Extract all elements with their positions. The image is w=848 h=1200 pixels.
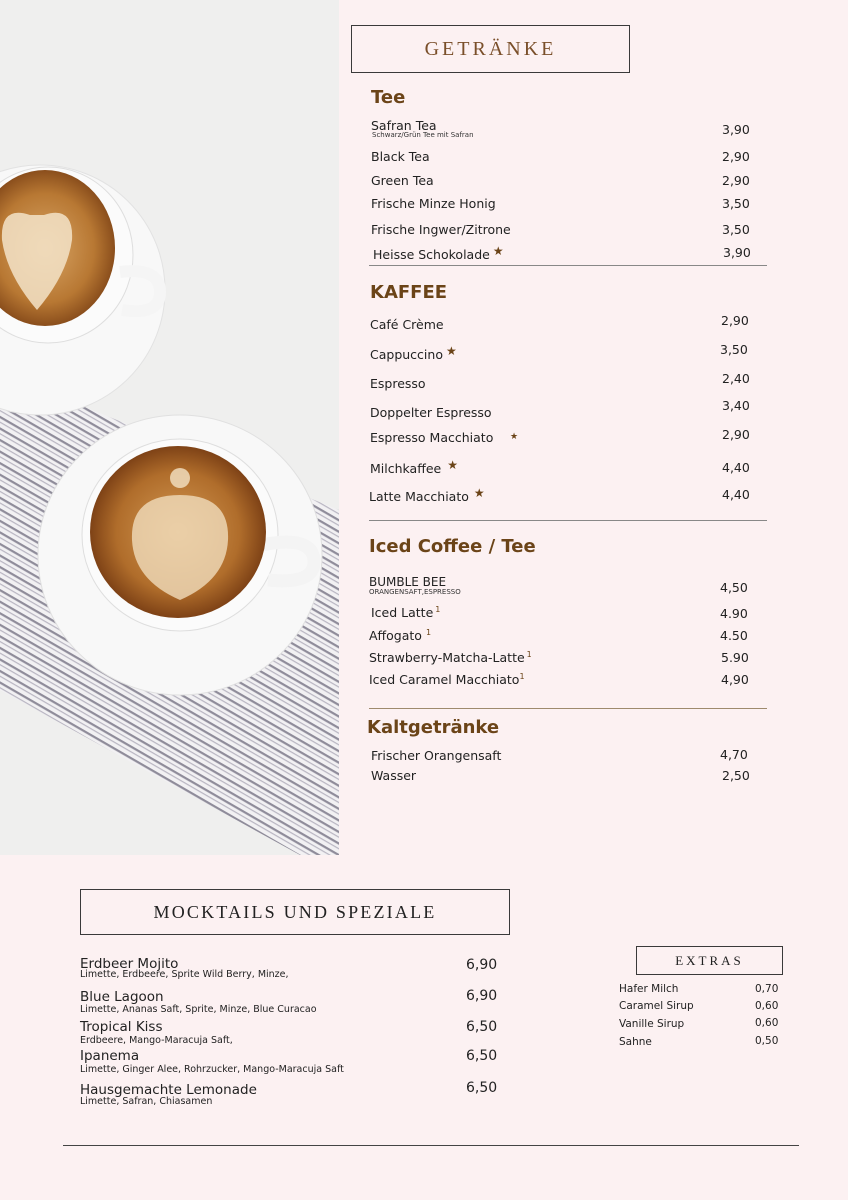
menu-item-name: Latte Macchiato <box>369 489 469 504</box>
extra-price: 0,60 <box>755 1017 779 1029</box>
divider <box>369 265 767 266</box>
mocktail-price: 6,50 <box>466 1048 498 1064</box>
menu-item-name: Frischer Orangensaft <box>371 748 502 763</box>
extra-price: 0,50 <box>755 1035 779 1047</box>
menu-item <box>370 344 457 362</box>
menu-item-price: 4.90 <box>720 606 748 621</box>
footnote-mark: 1 <box>526 650 532 659</box>
menu-item-price: 2,90 <box>722 173 750 188</box>
mocktail-name: Erdbeer Mojito <box>80 956 179 972</box>
mocktails-title: MOCKTAILS UND SPEZIALE <box>80 889 510 935</box>
footnote-mark: 1 <box>435 605 441 614</box>
menu-item-name: Frische Minze Honig <box>371 196 496 211</box>
extra-name: Sahne <box>619 1036 652 1048</box>
menu-item-name: Safran Tea <box>371 118 437 133</box>
menu-item <box>369 650 532 665</box>
footer-divider <box>63 1145 799 1146</box>
menu-item-name: BUMBLE BEE <box>369 575 447 589</box>
mocktail-price: 6,90 <box>466 988 498 1004</box>
menu-item-price: 2,90 <box>722 427 750 442</box>
menu-item-price: 5.90 <box>721 650 749 665</box>
menu-item-name: Iced Caramel Macchiato <box>369 672 520 687</box>
getraenke-title: GETRÄNKE <box>351 25 630 73</box>
menu-item <box>369 628 431 643</box>
menu-item-price: 4,40 <box>722 487 750 502</box>
menu-item-name: Doppelter Espresso <box>370 405 492 420</box>
menu-item-price: 2,50 <box>722 768 750 783</box>
menu-item-name: Cappuccino <box>370 347 443 362</box>
star-icon: ★ <box>447 458 458 472</box>
menu-item-price: 4,50 <box>720 580 748 595</box>
extra-name: Hafer Milch <box>619 983 679 995</box>
menu-item-name: Wasser <box>371 768 417 783</box>
menu-item <box>369 486 485 504</box>
footnote-mark: 1 <box>519 672 525 681</box>
star-icon: ★ <box>473 486 485 500</box>
menu-item-name: Iced Latte <box>371 605 434 620</box>
extra-name: Vanille Sirup <box>619 1018 685 1030</box>
menu-item-name: Espresso <box>370 376 426 391</box>
menu-item-price: 4,70 <box>720 747 748 762</box>
star-icon: ★ <box>510 431 519 441</box>
iced-heading: Iced Coffee / Tee <box>369 536 536 557</box>
menu-item <box>371 605 440 620</box>
menu-item-name: Affogato <box>369 628 422 643</box>
extras-title: EXTRAS <box>636 946 783 975</box>
menu-item-price: 2,90 <box>722 149 750 164</box>
menu-item-price: 3,50 <box>722 196 750 211</box>
extra-price: 0,60 <box>755 1000 779 1012</box>
menu-item-price: 2,40 <box>722 371 750 386</box>
mocktail-name: Blue Lagoon <box>80 989 164 1005</box>
menu-item-price: 2,90 <box>721 313 749 328</box>
mocktail-name: Tropical Kiss <box>80 1019 163 1035</box>
menu-item-price: 3,90 <box>722 122 750 137</box>
menu-item-desc: ORANGENSAFT,ESPRESSO <box>369 588 461 596</box>
mocktail-name: Ipanema <box>80 1048 140 1064</box>
mocktail-price: 6,90 <box>466 957 498 973</box>
mocktail-desc: Limette, Ginger Alee, Rohrzucker, Mango-Maracuja Saft <box>80 1064 344 1075</box>
mocktail-name: Hausgemachte Lemonade <box>80 1082 257 1098</box>
menu-item <box>369 672 525 687</box>
menu-item <box>373 244 504 262</box>
menu-item-name: Milchkaffee <box>370 461 442 476</box>
menu-item-price: 4,40 <box>722 460 750 475</box>
tee-heading: Tee <box>371 87 406 108</box>
menu-item-desc: Schwarz/Grün Tee mit Safran <box>372 131 474 139</box>
menu-item-name: Frische Ingwer/Zitrone <box>371 222 511 237</box>
menu-item-name: Heisse Schokolade <box>373 247 490 262</box>
mocktail-desc: Limette, Ananas Saft, Sprite, Minze, Blue Curacao <box>80 1004 317 1015</box>
menu-item-price: 3,90 <box>723 245 751 260</box>
mocktail-desc: Erdbeere, Mango-Maracuja Saft, <box>80 1035 233 1046</box>
menu-item-price: 3,40 <box>722 398 750 413</box>
menu-item-name: Strawberry-Matcha-Latte <box>369 650 525 665</box>
extra-name: Caramel Sirup <box>619 1000 694 1012</box>
menu-item-price: 4,90 <box>721 672 749 687</box>
footnote-mark: 1 <box>425 628 432 637</box>
menu-item-name: Black Tea <box>371 149 430 164</box>
menu-item-name: Green Tea <box>371 173 434 188</box>
kaffee-heading: KAFFEE <box>370 282 448 303</box>
mocktail-price: 6,50 <box>466 1080 498 1096</box>
star-icon: ★ <box>445 344 457 358</box>
kalt-heading: Kaltgetränke <box>367 717 500 738</box>
menu-item-price: 3,50 <box>720 342 748 357</box>
mocktail-desc: Limette, Erdbeere, Sprite Wild Berry, Minze, <box>80 969 289 980</box>
divider <box>369 708 767 709</box>
divider <box>369 520 767 521</box>
menu-item-name: Café Crème <box>370 317 444 332</box>
menu-item-name: Espresso Macchiato <box>370 430 494 445</box>
menu-item-price: 3,50 <box>722 222 750 237</box>
menu-item <box>370 458 458 476</box>
star-icon: ★ <box>492 244 504 258</box>
menu-item-price: 4.50 <box>720 628 748 643</box>
coffee-photo <box>0 0 339 855</box>
mocktail-desc: Limette, Safran, Chiasamen <box>80 1096 213 1107</box>
mocktail-price: 6,50 <box>466 1019 498 1035</box>
extra-price: 0,70 <box>755 983 779 995</box>
